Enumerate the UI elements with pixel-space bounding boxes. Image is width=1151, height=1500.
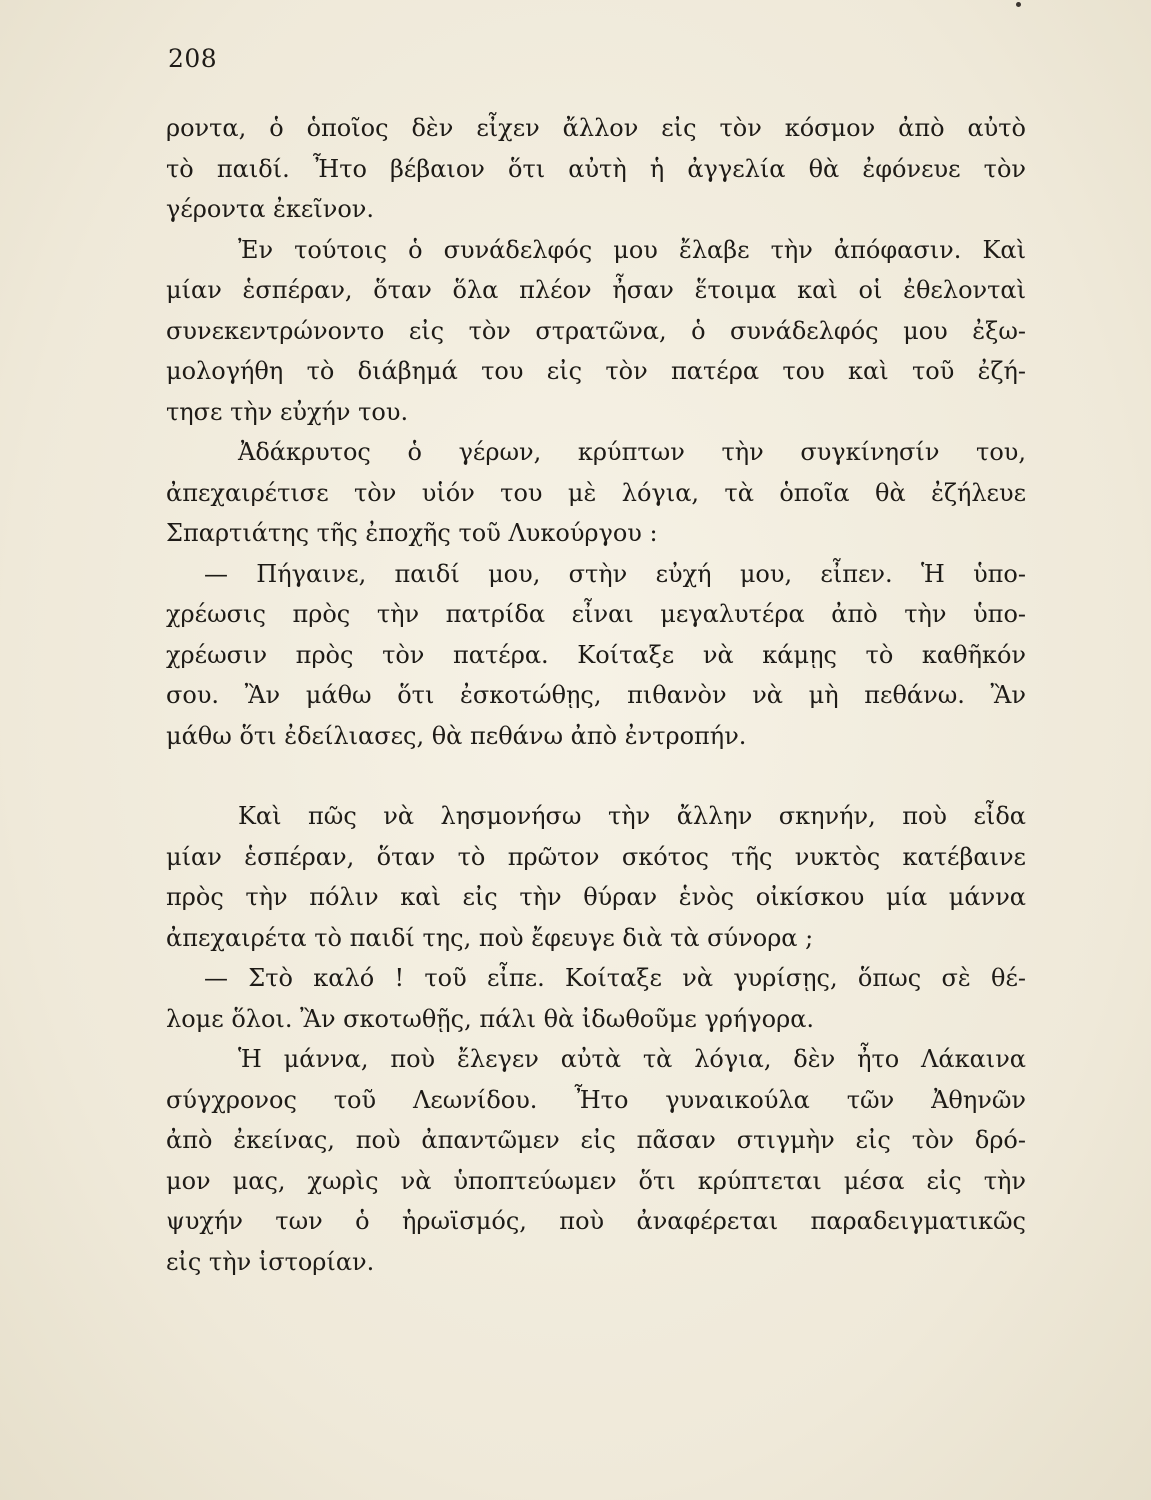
text-line: γέροντα ἐκεῖνον. [166, 195, 375, 223]
text-line: τησε τὴν εὐχήν του. [166, 397, 409, 426]
text-line: — Πήγαινε, παιδί μου, στὴν εὐχή μου, εἶπεν. Ἡ ὑπο- [204, 559, 1026, 588]
ink-speck [1016, 2, 1021, 7]
text-line: εἰς τὴν ἱστορίαν. [166, 1247, 375, 1276]
paragraph [166, 1039, 1026, 1282]
text-line: — Στὸ καλό ! τοῦ εἶπε. Κοίταξε νὰ γυρίσῃς, ὅπως σὲ θέ- [204, 964, 1026, 992]
text-line: μίαν ἑσπέραν, ὅταν ὅλα πλέον ἦσαν ἕτοιμα καὶ οἱ ἐθελονταὶ [166, 276, 1026, 304]
text-line: σου. Ἂν μάθω ὅτι ἐσκοτώθῃς, πιθανὸν νὰ μὴ πεθάνω. Ἂν [166, 681, 1026, 709]
text-line: χρέωσιν πρὸς τὸν πατέρα. Κοίταξε νὰ κάμῃς τὸ καθῆκόν [166, 640, 1026, 669]
text-line: μον μας, χωρὶς νὰ ὑποπτεύωμεν ὅτι κρύπτεται μέσα εἰς τὴν [166, 1166, 1026, 1195]
text-line: ψυχήν των ὁ ἡρωϊσμός, ποὺ ἀναφέρεται παραδειγματικῶς [166, 1207, 1026, 1235]
text-line: σύγχρονος τοῦ Λεωνίδου. Ἦτο γυναικούλα τῶν Ἀθηνῶν [166, 1085, 1026, 1114]
paragraph [166, 796, 1026, 958]
paragraph [166, 230, 1026, 433]
text-line: πρὸς τὴν πόλιν καὶ εἰς τὴν θύραν ἑνὸς οἰκίσκου μία μάννα [166, 883, 1026, 911]
text-line: Καὶ πῶς νὰ λησμονήσω τὴν ἄλλην σκηνήν, ποὺ εἶδα [238, 802, 1026, 830]
text-line: ἀπὸ ἐκείνας, ποὺ ἀπαντῶμεν εἰς πᾶσαν στιγμὴν εἰς τὸν δρό- [166, 1126, 1026, 1154]
text-line: ἀπεχαιρέτισε τὸν υἱόν του μὲ λόγια, τὰ ὁποῖα θὰ ἐζήλευε [166, 478, 1026, 507]
section-break [166, 756, 1026, 796]
text-line: μάθω ὅτι ἐδείλιασες, θὰ πεθάνω ἀπὸ ἐντροπήν. [166, 721, 747, 750]
text-line: λομε ὅλοι. Ἂν σκοτωθῇς, πάλι θὰ ἰδωθοῦμε γρήγορα. [166, 1004, 815, 1033]
paragraph [166, 432, 1026, 554]
body-text [166, 108, 1026, 1282]
text-line: Ἡ μάννα, ποὺ ἔλεγεν αὐτὰ τὰ λόγια, δὲν ἦτο Λάκαινα [238, 1045, 1026, 1073]
text-line: μίαν ἑσπέραν, ὅταν τὸ πρῶτον σκότος τῆς νυκτὸς κατέβαινε [166, 842, 1026, 871]
text-line: Ἀδάκρυτος ὁ γέρων, κρύπτων τὴν συγκίνησίν του, [238, 438, 1026, 466]
page-number: 208 [168, 44, 218, 73]
text-line: μολογήθη τὸ διάβημά του εἰς τὸν πατέρα του καὶ τοῦ ἐζή- [166, 357, 1026, 385]
text-line: χρέωσις πρὸς τὴν πατρίδα εἶναι μεγαλυτέρα ἀπὸ τὴν ὑπο- [166, 600, 1026, 628]
text-line: τὸ παιδί. Ἦτο βέβαιον ὅτι αὐτὴ ἡ ἀγγελία θὰ ἐφόνευε τὸν [166, 154, 1026, 183]
paragraph [166, 958, 1026, 1039]
paragraph [166, 554, 1026, 757]
text-line: ἀπεχαιρέτα τὸ παιδί της, ποὺ ἔφευγε διὰ τὰ σύνορα ; [166, 923, 814, 952]
text-line: συνεκεντρώνοντο εἰς τὸν στρατῶνα, ὁ συνάδελφός μου ἐξω- [166, 316, 1026, 345]
text-line: ροντα, ὁ ὁποῖος δὲν εἶχεν ἄλλον εἰς τὸν κόσμον ἀπὸ αὐτὸ [166, 114, 1026, 142]
text-line: Σπαρτιάτης τῆς ἐποχῆς τοῦ Λυκούργου : [166, 519, 658, 547]
text-line: Ἐν τούτοις ὁ συνάδελφός μου ἔλαβε τὴν ἀπόφασιν. Καὶ [238, 235, 1026, 264]
paragraph [166, 108, 1026, 230]
